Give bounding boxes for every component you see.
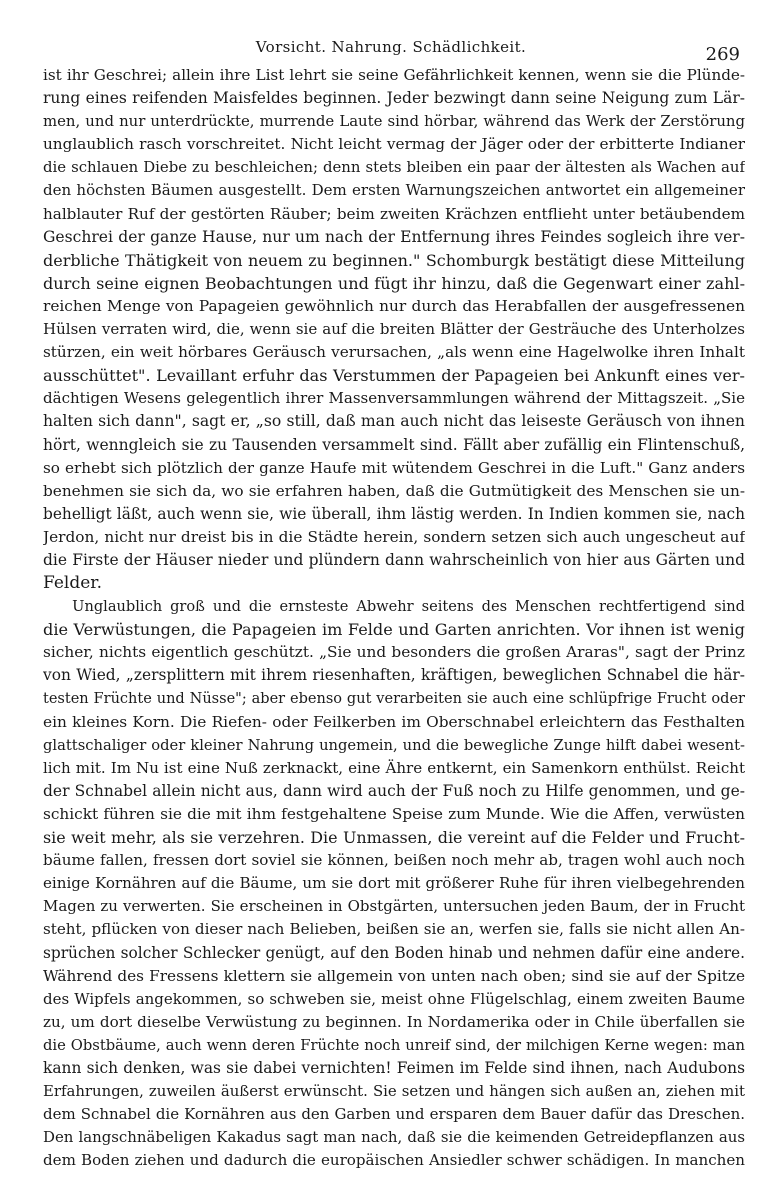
text-line: bäume fallen, fressen dort soviel sie können, beißen noch mehr ab, tragen wohl auch noch xyxy=(43,851,745,870)
text-line: die Verwüstungen, die Papageien im Felde und Garten anrichten. Vor ihnen ist wenig xyxy=(43,620,745,640)
text-line: stürzen, ein weit hörbares Geräusch verursachen, „als wenn eine Hagelwolke ihren Inhalt xyxy=(43,343,745,362)
paragraph-2 xyxy=(43,595,745,1172)
text-line: Hülsen verraten wird, die, wenn sie auf die breiten Blätter der Gesträuche des Unterholzes xyxy=(43,320,745,339)
text-line: sie weit mehr, als sie verzehren. Die Unmassen, die vereint auf die Felder und Frucht- xyxy=(43,828,745,848)
text-line: sicher, nichts eigentlich geschützt. „Sie und besonders die großen Araras", sagt der Prinz xyxy=(43,643,745,662)
text-line: sprüchen solcher Schlecker genügt, auf den Boden hinab und nehmen dafür eine andere. xyxy=(43,943,745,962)
page-body xyxy=(43,64,745,1173)
text-line: Den langschnäbeligen Kakadus sagt man nach, daß sie die keimenden Getreidepflanzen aus xyxy=(43,1128,745,1147)
text-line: steht, pflücken von dieser nach Belieben, beißen sie an, werfen sie, falls sie nicht allen An- xyxy=(43,920,745,939)
text-line: hört, wenngleich sie zu Tausenden versammelt sind. Fällt aber zufällig ein Flintenschuß, xyxy=(43,435,745,454)
text-line: halten sich dann", sagt er, „so still, daß man auch nicht das leiseste Geräusch von ihnen xyxy=(43,412,745,431)
text-line: glattschaliger oder kleiner Nahrung ungemein, und die bewegliche Zunge hilft dabei wesent- xyxy=(43,736,745,754)
text-line: zu, um dort dieselbe Verwüstung zu beginnen. In Nordamerika oder in Chile überfallen sie xyxy=(43,1012,745,1031)
text-line: von Wied, „zersplittern mit ihrem riesenhaften, kräftigen, beweglichen Schnabel die här- xyxy=(43,666,745,685)
running-head: Vorsicht. Nahrung. Schädlichkeit. xyxy=(255,38,527,56)
text-line: Erfahrungen, zuweilen äußerst erwünscht. Sie setzen und hängen sich außen an, ziehen mit xyxy=(43,1082,745,1101)
text-line: benehmen sie sich da, wo sie erfahren haben, daß die Gutmütigkeit des Menschen sie un- xyxy=(43,481,745,500)
text-line: men, und nur unterdrückte, murrende Laute sind hörbar, während das Werk der Zerstörung xyxy=(43,112,745,131)
text-line: testen Früchte und Nüsse"; aber ebenso gut verarbeiten sie auch eine schlüpfrige Frucht oder xyxy=(43,690,745,707)
text-line: den höchsten Bäumen ausgestellt. Dem ersten Warnungszeichen antwortet ein allgemeiner xyxy=(43,181,745,200)
text-line: ist ihr Geschrei; allein ihre List lehrt sie seine Gefährlichkeit kennen, wenn sie die Plünde- xyxy=(43,66,745,84)
text-line: schickt führen sie die mit ihm festgehaltene Speise zum Munde. Wie die Affen, verwüsten xyxy=(43,805,745,823)
page-number: 269 xyxy=(705,44,740,65)
text-line: reichen Menge von Papageien gewöhnlich nur durch das Herabfallen der ausgefressenen xyxy=(43,296,745,315)
paragraph-1 xyxy=(43,64,745,595)
text-line: Jerdon, nicht nur dreist bis in die Städte herein, sondern setzen sich auch ungescheut auf xyxy=(43,527,745,546)
text-line: des Wipfels angekommen, so schweben sie, meist ohne Flügelschlag, einem zweiten Baume xyxy=(43,989,745,1008)
text-line: halblauter Ruf der gestörten Räuber; beim zweiten Krächzen entflieht unter betäubendem xyxy=(43,204,745,223)
text-line: unglaublich rasch vorschreitet. Nicht leicht vermag der Jäger oder der erbitterte Indianer xyxy=(43,135,745,154)
text-line: behelligt läßt, auch wenn sie, wie überall, ihm lästig werden. In Indien kommen sie, nach xyxy=(43,504,745,523)
text-line: ausschüttet". Levaillant erfuhr das Verstummen der Papageien bei Ankunft eines ver- xyxy=(43,366,745,386)
text-line: die Obstbäume, auch wenn deren Früchte noch unreif sind, der milchigen Kerne wegen: man xyxy=(43,1036,745,1054)
text-line: einige Kornähren auf die Bäume, um sie dort mit größerer Ruhe für ihren vielbegehrenden xyxy=(43,874,745,893)
text-line: rung eines reifenden Maisfeldes beginnen. Jeder bezwingt dann seine Neigung zum Lär- xyxy=(43,89,745,108)
text-line: Während des Fressens klettern sie allgemein von unten nach oben; sind sie auf der Spitze xyxy=(43,966,745,985)
text-line: so erhebt sich plötzlich der ganze Haufe mit wütendem Geschrei in die Luft." Ganz anders xyxy=(43,458,745,477)
text-line: derbliche Thätigkeit von neuem zu beginnen." Schomburgk bestätigt diese Mitteilung xyxy=(43,250,745,270)
text-line: dem Schnabel die Kornähren aus den Garben und ersparen dem Bauer dafür das Dreschen. xyxy=(43,1105,745,1124)
text-line: durch seine eignen Beobachtungen und fügt ihr hinzu, daß die Gegenwart einer zahl- xyxy=(43,273,745,293)
text-line: lich mit. Im Nu ist eine Nuß zerknackt, eine Ähre entkernt, ein Samenkorn enthülst. Reicht xyxy=(43,758,745,777)
text-line: Geschrei der ganze Hause, nur um nach der Entfernung ihres Feindes sogleich ihre ver- xyxy=(43,227,745,246)
text-line: die schlauen Diebe zu beschleichen; denn stets bleiben ein paar der ältesten als Wachen auf xyxy=(43,158,745,177)
text-line: kann sich denken, was sie dabei vernichten! Feimen im Felde sind ihnen, nach Audubons xyxy=(43,1059,745,1078)
text-line: ein kleines Korn. Die Riefen- oder Feilkerben im Oberschnabel erleichtern das Festhalten xyxy=(43,712,745,731)
text-line: die Firste der Häuser nieder und plündern dann wahrscheinlich von hier aus Gärten und xyxy=(43,550,745,569)
text-line: dächtigen Wesens gelegentlich ihrer Massenversammlungen während der Mittagszeit. „Sie xyxy=(43,389,745,408)
text-line: dem Boden ziehen und dadurch die europäischen Ansiedler schwer schädigen. In manchen xyxy=(43,1151,745,1170)
text-line: Felder. xyxy=(43,573,102,594)
text-line: der Schnabel allein nicht aus, dann wird auch der Fuß noch zu Hilfe genommen, und ge- xyxy=(43,781,745,800)
text-line: Unglaublich groß und die ernsteste Abwehr seitens des Menschen rechtfertigend sind xyxy=(72,598,745,616)
text-line: Magen zu verwerten. Sie erscheinen in Obstgärten, untersuchen jeden Baum, der in Frucht xyxy=(43,897,745,916)
